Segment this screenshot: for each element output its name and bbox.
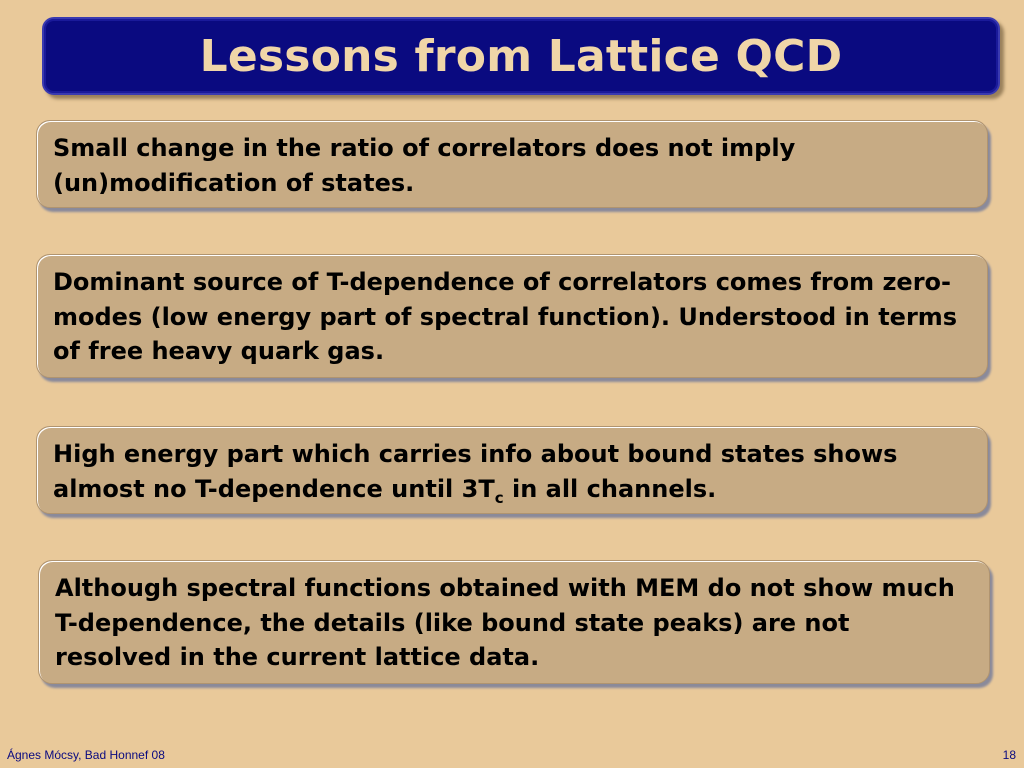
bullet-box-3-text-main: High energy part which carries info about bound states shows almost no T-dependence until 3T bbox=[53, 440, 898, 503]
bullet-box-4 bbox=[38, 560, 990, 684]
bullet-box-3-text-tail: in all channels. bbox=[503, 474, 717, 503]
bullet-box-1-text: Small change in the ratio of correlators does not imply (un)modification of states. bbox=[53, 134, 796, 197]
footer-author: Ágnes Mócsy, Bad Honnef 08 bbox=[7, 748, 165, 762]
bullet-box-2-text: Dominant source of T-dependence of correlators comes from zero-modes (low energy part of spectral function). Understood in terms of free heavy quark gas. bbox=[53, 268, 958, 365]
bullet-box-3 bbox=[36, 426, 988, 514]
bullet-box-3-subscript: c bbox=[494, 488, 504, 507]
bullet-box-1 bbox=[36, 120, 988, 208]
bullet-box-3-text bbox=[53, 437, 971, 506]
bullet-box-4-text: Although spectral functions obtained with MEM do not show much T-dependence, the details (like bound state peaks) are not resolved in the current lattice data. bbox=[55, 574, 955, 671]
bullet-box-2 bbox=[36, 254, 988, 378]
title-bar bbox=[42, 17, 1000, 95]
slide-title: Lessons from Lattice QCD bbox=[199, 30, 843, 82]
footer-page-number: 18 bbox=[1002, 748, 1016, 762]
